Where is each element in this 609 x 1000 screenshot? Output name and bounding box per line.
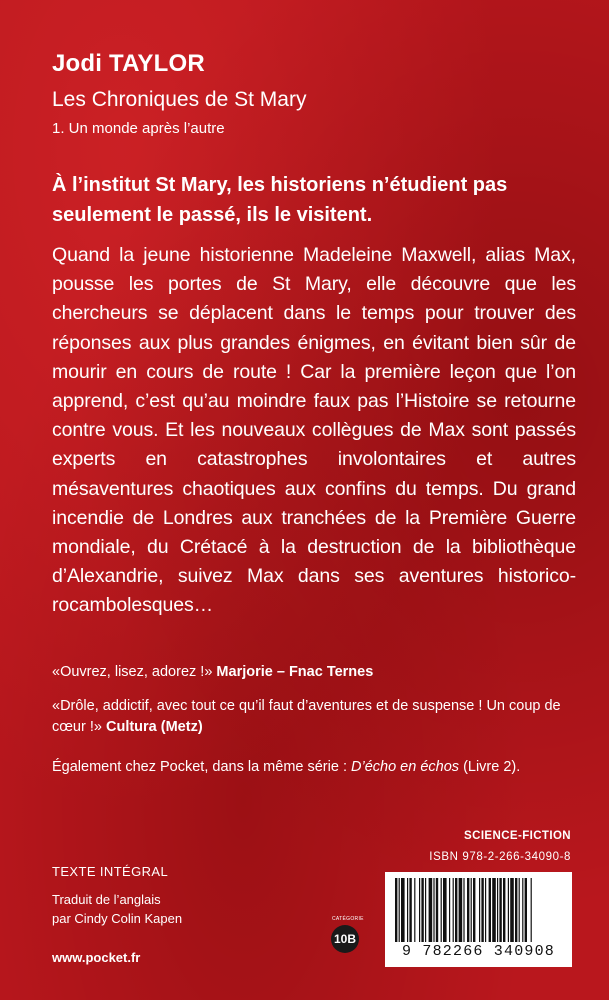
- barcode-bar: [531, 878, 532, 942]
- isbn-number: ISBN 978-2-266-34090-8: [429, 851, 571, 863]
- translator-line-1: Traduit de l’anglais: [52, 892, 161, 907]
- texte-integral: TEXTE INTÉGRAL: [52, 864, 169, 879]
- quote-source: Cultura (Metz): [105, 719, 203, 735]
- series-note-prefix: Également chez Pocket, dans la même série :: [52, 759, 347, 775]
- translator-credit: [52, 890, 182, 928]
- blurb-text: Quand la jeune historienne Madeleine Maxwell, alias Max, pousse les portes de St Mary, elle découvre que les chercheurs se déplacent dans le temps pour trouver des réponses aux plus grandes énigmes, en évitant bien sûr de mourir en cours de route ! Car la première leçon que l’on apprend, c’est qu’au moindre faux pas l’Histoire se retourne contre vous. Et les nouveaux collègues de Max sont passés experts en catastrophes involontaires et autres mésaventures chaotiques aux confins du temps. Du grand incendie de Londres aux tranchées de la Première Guerre mondiale, du Crétacé à la destruction de la bibliothèque d’Alexandrie, suivez Max dans ses aventures historico-rocambolesques…: [52, 244, 576, 617]
- barcode-bar: [421, 878, 423, 942]
- barcode-bar: [449, 878, 450, 942]
- volume-title: 1. Un monde après l’autre: [52, 120, 225, 137]
- quote-text: «Drôle, addictif, avec tout ce qu’il faut d’aventures et de suspense ! Un coup de cœur !»: [52, 698, 561, 735]
- barcode-bar: [508, 878, 509, 942]
- barcode-bar: [463, 878, 464, 942]
- barcode-bar: [479, 878, 480, 942]
- series-title: Les Chroniques de St Mary: [52, 88, 307, 111]
- barcode-bar: [425, 878, 426, 942]
- price-category-badge: 10B: [331, 925, 359, 953]
- press-quote-1: [52, 664, 373, 680]
- barcode-bar: [522, 878, 523, 942]
- quote-text: «Ouvrez, lisez, adorez !»: [52, 664, 213, 680]
- barcode-bar: [443, 878, 447, 942]
- barcode-bar: [492, 878, 496, 942]
- barcode-bar: [433, 878, 434, 942]
- barcode-bar: [525, 878, 527, 942]
- barcode-bar: [441, 878, 442, 942]
- barcode-bar: [503, 878, 505, 942]
- barcode-bar: [407, 878, 408, 942]
- barcode-bar: [455, 878, 457, 942]
- barcode-bar: [499, 878, 501, 942]
- barcode-bar: [395, 878, 397, 942]
- barcode-bar: [399, 878, 400, 942]
- category-label: CATÉGORIE: [332, 916, 364, 922]
- barcode-bars: [395, 878, 562, 942]
- barcode-bar: [481, 878, 483, 942]
- barcode-bar: [453, 878, 454, 942]
- author-name: Jodi TAYLOR: [52, 50, 205, 77]
- barcode-bar: [471, 878, 472, 942]
- translator-line-2: par Cindy Colin Kapen: [52, 911, 183, 926]
- barcode-bar: [510, 878, 514, 942]
- series-note-title: D’écho en échos: [351, 759, 460, 775]
- tagline: À l’institut St Mary, les historiens n’étudient pas seulement le passé, ils le visitent.: [52, 174, 508, 226]
- barcode-bar: [436, 878, 438, 942]
- barcode-bar: [485, 878, 486, 942]
- barcode-bar: [414, 878, 415, 942]
- barcode-bar: [459, 878, 463, 942]
- barcode-bar: [515, 878, 517, 942]
- barcode: [385, 872, 572, 967]
- barcode-bar: [429, 878, 433, 942]
- press-quote-2: [52, 696, 592, 738]
- barcode-digits: 9 782266 340908: [401, 943, 556, 960]
- barcode-bar: [473, 878, 475, 942]
- barcode-bar: [419, 878, 420, 942]
- barcode-bar: [401, 878, 405, 942]
- barcode-bar: [519, 878, 520, 942]
- barcode-bar: [409, 878, 411, 942]
- barcode-bar: [467, 878, 469, 942]
- publisher-website: www.pocket.fr: [52, 950, 141, 965]
- barcode-bar: [497, 878, 498, 942]
- barcode-bar: [489, 878, 491, 942]
- quote-source: Marjorie – Fnac Ternes: [216, 664, 374, 680]
- series-note-suffix: (Livre 2).: [463, 759, 521, 775]
- genre-label: SCIENCE-FICTION: [464, 830, 571, 842]
- series-note: [52, 757, 592, 778]
